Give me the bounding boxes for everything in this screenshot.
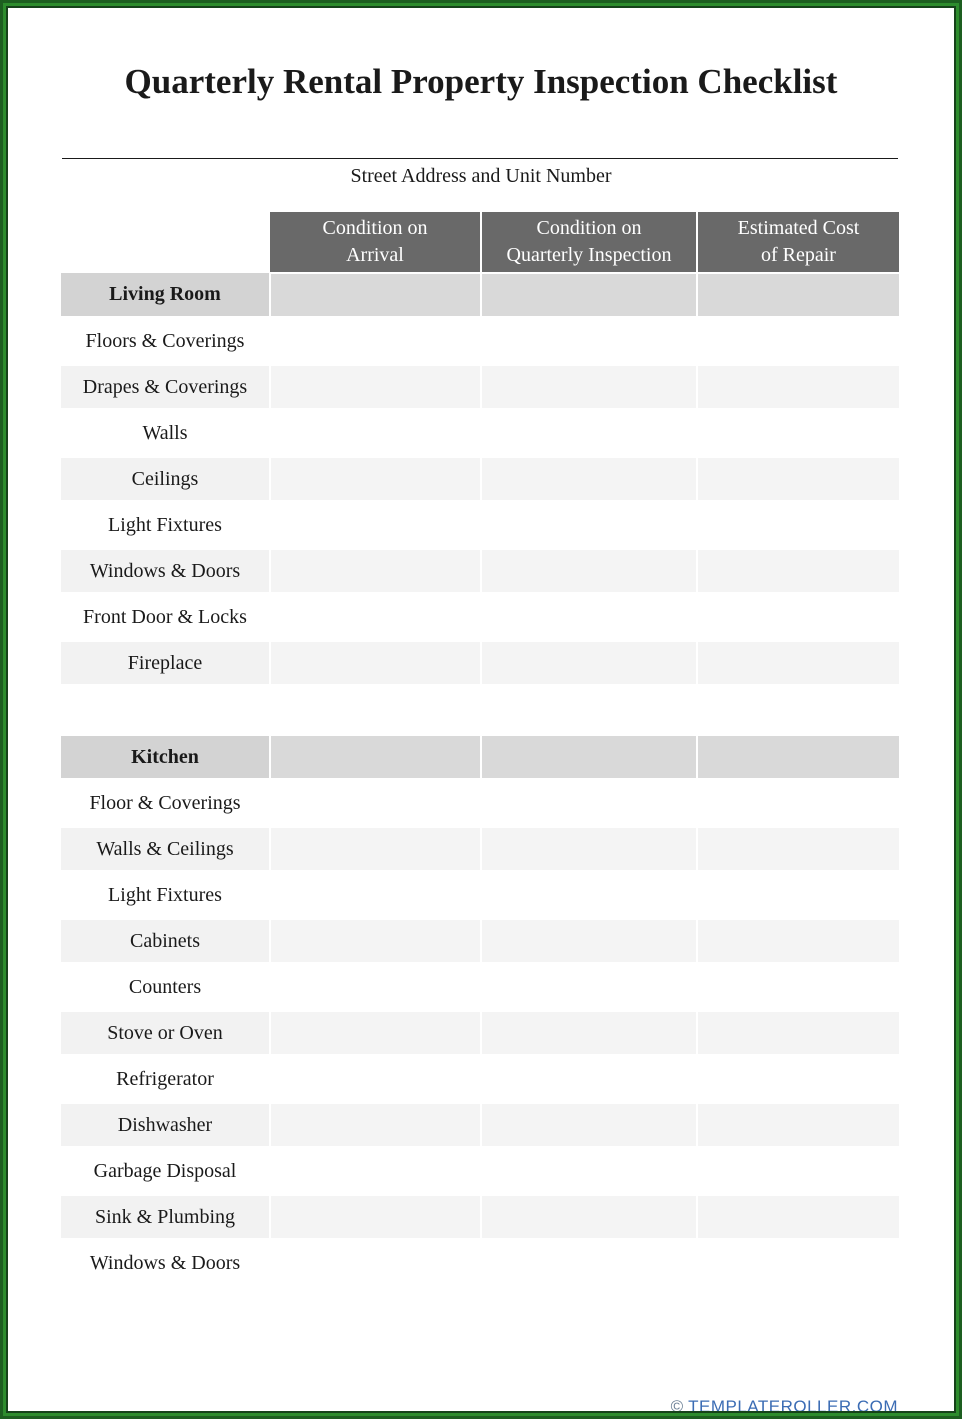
condition-inspection-cell — [481, 548, 697, 594]
table-row — [61, 1240, 899, 1286]
repair-cost-cell — [697, 964, 899, 1010]
table-row — [61, 918, 899, 964]
condition-arrival-cell — [270, 548, 481, 594]
condition-inspection-cell — [481, 872, 697, 918]
condition-arrival-cell — [270, 594, 481, 640]
condition-arrival-cell — [270, 826, 481, 872]
repair-cost-cell — [697, 548, 899, 594]
repair-cost-cell — [697, 918, 899, 964]
condition-inspection-cell — [481, 1194, 697, 1240]
section-condition-arrival-cell — [270, 736, 481, 780]
row-label: Sink & Plumbing — [61, 1194, 270, 1240]
row-label: Front Door & Locks — [61, 594, 270, 640]
table-row — [61, 456, 899, 502]
condition-arrival-cell — [270, 1102, 481, 1148]
condition-arrival-cell — [270, 502, 481, 548]
col-header-repair-cost — [697, 212, 899, 273]
section-repair-cost-cell — [697, 736, 899, 780]
condition-arrival-cell — [270, 456, 481, 502]
row-label: Dishwasher — [61, 1102, 270, 1148]
row-label: Windows & Doors — [61, 1240, 270, 1286]
table-row — [61, 1194, 899, 1240]
condition-arrival-cell — [270, 364, 481, 410]
table-row — [61, 1148, 899, 1194]
repair-cost-cell — [697, 456, 899, 502]
table-row — [61, 1056, 899, 1102]
row-label: Refrigerator — [61, 1056, 270, 1102]
condition-inspection-cell — [481, 918, 697, 964]
row-label: Floor & Coverings — [61, 780, 270, 826]
section-header-row — [61, 736, 899, 780]
col-header-line: of Repair — [761, 244, 836, 266]
condition-arrival-cell — [270, 1194, 481, 1240]
repair-cost-cell — [697, 364, 899, 410]
condition-arrival-cell — [270, 640, 481, 686]
row-label: Light Fixtures — [61, 502, 270, 548]
table-row — [61, 410, 899, 456]
condition-arrival-cell — [270, 918, 481, 964]
condition-inspection-cell — [481, 826, 697, 872]
repair-cost-cell — [697, 1240, 899, 1286]
section-condition-arrival-cell — [270, 273, 481, 318]
row-label: Garbage Disposal — [61, 1148, 270, 1194]
repair-cost-cell — [697, 1194, 899, 1240]
condition-inspection-cell — [481, 410, 697, 456]
section-title: Kitchen — [61, 736, 270, 780]
row-label: Walls & Ceilings — [61, 826, 270, 872]
copyright-symbol: © — [670, 1397, 684, 1416]
address-blank-line — [62, 158, 898, 159]
repair-cost-cell — [697, 594, 899, 640]
templateroller-link[interactable]: TEMPLATEROLLER.COM — [688, 1397, 898, 1416]
repair-cost-cell — [697, 1010, 899, 1056]
repair-cost-cell — [697, 318, 899, 364]
condition-inspection-cell — [481, 318, 697, 364]
condition-arrival-cell — [270, 780, 481, 826]
condition-inspection-cell — [481, 1240, 697, 1286]
table-row — [61, 1102, 899, 1148]
col-header-line: Arrival — [346, 244, 404, 266]
repair-cost-cell — [697, 826, 899, 872]
repair-cost-cell — [697, 410, 899, 456]
condition-inspection-cell — [481, 640, 697, 686]
condition-arrival-cell — [270, 318, 481, 364]
condition-arrival-cell — [270, 1056, 481, 1102]
table-row — [61, 502, 899, 548]
repair-cost-cell — [697, 872, 899, 918]
section-header-row — [61, 273, 899, 318]
table-row — [61, 872, 899, 918]
condition-inspection-cell — [481, 780, 697, 826]
table-row — [61, 318, 899, 364]
repair-cost-cell — [697, 780, 899, 826]
condition-arrival-cell — [270, 1010, 481, 1056]
repair-cost-cell — [697, 1148, 899, 1194]
repair-cost-cell — [697, 502, 899, 548]
address-label: Street Address and Unit Number — [350, 165, 612, 187]
col-header-line: Quarterly Inspection — [506, 244, 672, 266]
section-spacer-row — [61, 686, 899, 736]
section-repair-cost-cell — [697, 273, 899, 318]
condition-arrival-cell — [270, 964, 481, 1010]
condition-arrival-cell — [270, 410, 481, 456]
row-label: Windows & Doors — [61, 548, 270, 594]
condition-inspection-cell — [481, 1056, 697, 1102]
condition-arrival-cell — [270, 872, 481, 918]
col-header-condition-arrival — [270, 212, 481, 273]
condition-inspection-cell — [481, 1148, 697, 1194]
row-label: Fireplace — [61, 640, 270, 686]
condition-inspection-cell — [481, 364, 697, 410]
condition-inspection-cell — [481, 1010, 697, 1056]
section-condition-inspection-cell — [481, 273, 697, 318]
spacer-cell — [61, 686, 899, 736]
footer — [671, 1397, 898, 1417]
col-header-line: Condition on — [536, 217, 642, 239]
condition-inspection-cell — [481, 456, 697, 502]
table-row — [61, 780, 899, 826]
table-header-row — [61, 212, 899, 273]
col-header-condition-inspection — [481, 212, 697, 273]
condition-arrival-cell — [270, 1240, 481, 1286]
row-label: Ceilings — [61, 456, 270, 502]
condition-inspection-cell — [481, 1102, 697, 1148]
section-title: Living Room — [61, 273, 270, 318]
row-label: Counters — [61, 964, 270, 1010]
row-label: Walls — [61, 410, 270, 456]
table-row — [61, 826, 899, 872]
repair-cost-cell — [697, 1102, 899, 1148]
row-label: Light Fixtures — [61, 872, 270, 918]
row-label: Drapes & Coverings — [61, 364, 270, 410]
condition-arrival-cell — [270, 1148, 481, 1194]
table-row — [61, 364, 899, 410]
section-condition-inspection-cell — [481, 736, 697, 780]
table-row — [61, 640, 899, 686]
col-header-line: Condition on — [322, 217, 428, 239]
row-label: Stove or Oven — [61, 1010, 270, 1056]
inspection-table — [61, 212, 899, 1288]
table-row — [61, 1010, 899, 1056]
repair-cost-cell — [697, 640, 899, 686]
row-label: Cabinets — [61, 918, 270, 964]
repair-cost-cell — [697, 1056, 899, 1102]
table-row — [61, 964, 899, 1010]
checklist-body — [61, 273, 899, 1286]
condition-inspection-cell — [481, 594, 697, 640]
page-title: Quarterly Rental Property Inspection Checklist — [124, 62, 838, 101]
condition-inspection-cell — [481, 964, 697, 1010]
condition-inspection-cell — [481, 502, 697, 548]
table-row — [61, 594, 899, 640]
col-header-line: Estimated Cost — [737, 217, 860, 239]
table-row — [61, 548, 899, 594]
row-label: Floors & Coverings — [61, 318, 270, 364]
corner-cell — [61, 212, 270, 273]
